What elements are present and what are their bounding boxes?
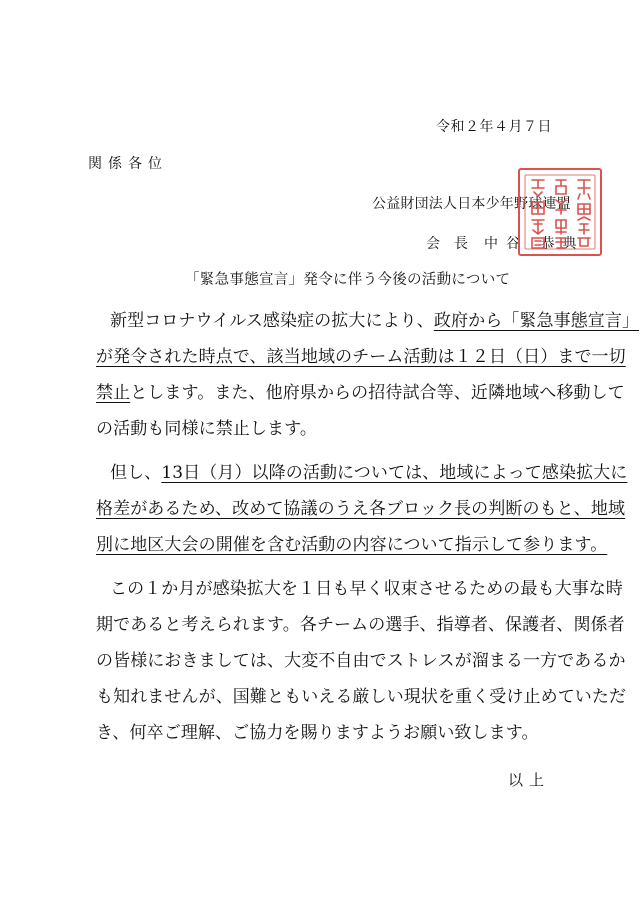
paragraph-3-line-5: き、何卒ご理解、ご協力を賜りますようお願い致します。 xyxy=(96,723,539,743)
paragraph-1-line-3 xyxy=(96,378,625,403)
official-seal-stamp xyxy=(518,168,602,256)
underlined-text: 政府から「緊急事態宣言」 xyxy=(433,311,640,331)
addressee: 関係各位 xyxy=(88,156,168,172)
paragraph-1-line-4: の活動も同様に禁止します。 xyxy=(96,419,317,439)
paragraph-3-line-4: も知れませんが、国難ともいえる厳しい現状を重く受け止めていただ xyxy=(96,687,627,707)
underlined-text: 禁止 xyxy=(96,383,131,403)
seal-glyphs-icon xyxy=(520,170,600,254)
text-span: 但し、 xyxy=(110,463,162,483)
paragraph-1-line-1 xyxy=(110,306,639,331)
document-date: 令和２年４月７日 xyxy=(436,119,552,135)
paragraph-2-line-1 xyxy=(110,458,627,483)
underlined-text: 13日（月）以降の活動については、地域によって感染拡大に xyxy=(161,463,628,483)
paragraph-3-line-3: の皆様におきましては、大変不自由でストレスが溜まる一方であるか xyxy=(96,651,626,671)
president-name: 中谷 恭典 xyxy=(484,236,585,252)
paragraph-2-line-2: 格差があるため、改めて協議のうえ各ブロック長の判断のもと、地域 xyxy=(96,499,626,519)
paragraph-1-line-2: が発令された時点で、該当地域のチーム活動は１２日（日）まで一切 xyxy=(96,347,626,367)
organization-name: 公益財団法人日本少年野球連盟 xyxy=(372,196,571,212)
paragraph-3-line-1: この１か月が感染拡大を１日も早く収束させるための最も大事な時 xyxy=(110,579,623,599)
closing-word: 以上 xyxy=(507,771,550,789)
text-span: 新型コロナウイルス感染症の拡大により、 xyxy=(110,311,434,331)
paragraph-3-line-2: 期であると考えられます。各チームの選手、指導者、保護者、関係者 xyxy=(96,615,625,635)
paragraph-2-line-3: 別に地区大会の開催を含む活動の内容について指示して参ります。 xyxy=(96,535,608,555)
president-title: 会長 xyxy=(426,236,482,252)
subject-heading: 「緊急事態宣言」発令に伴う今後の活動について xyxy=(185,272,511,288)
text-span: とします。また、他府県からの招待試合等、近隣地域へ移動して xyxy=(130,383,625,403)
